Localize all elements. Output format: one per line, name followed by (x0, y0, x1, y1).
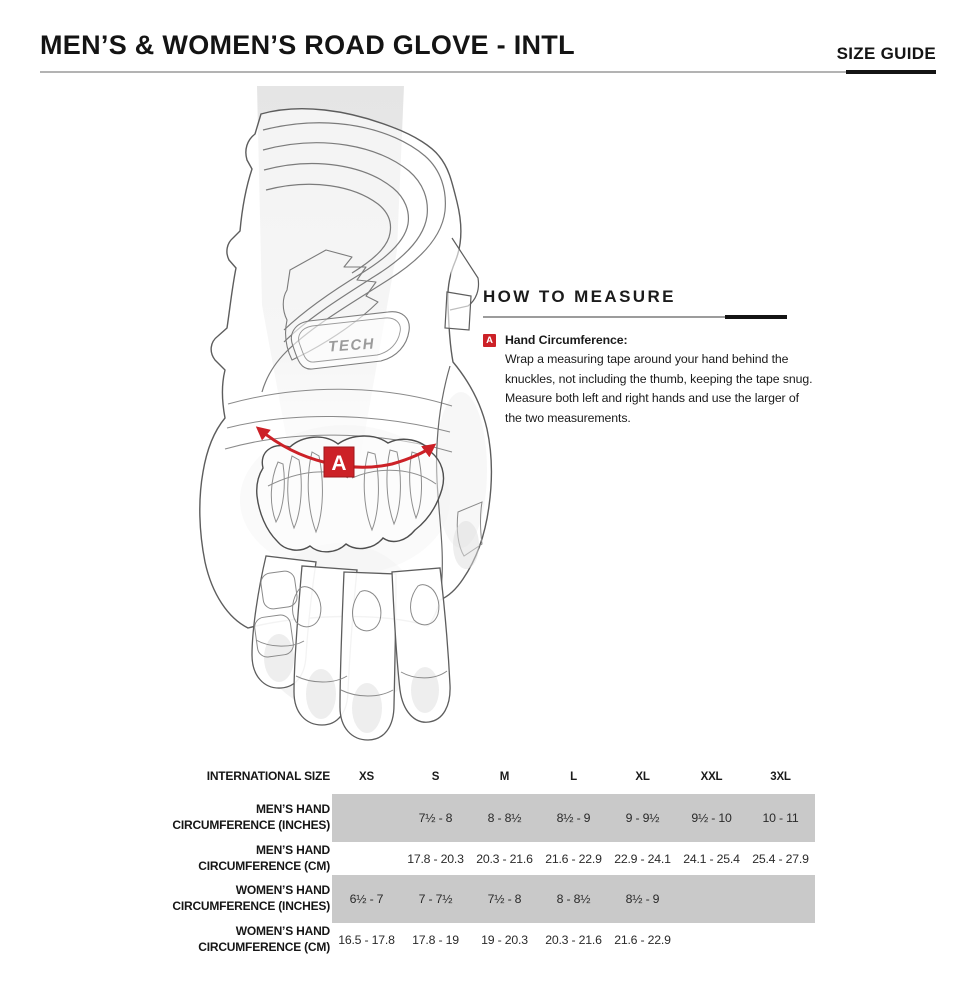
measure-marker-a-label: A (331, 452, 347, 475)
size-table-header-label: INTERNATIONAL SIZE (206, 769, 330, 784)
column-header-3xl: 3XL (770, 771, 791, 783)
column-header-xxl: XXL (700, 771, 723, 783)
cell: 16.5 - 17.8 (338, 932, 395, 947)
glove-illustration (140, 82, 520, 754)
table-row-womens-inches (153, 875, 815, 923)
size-table-header-columns (332, 760, 815, 794)
header-divider (40, 71, 936, 73)
column-header-xl: XL (635, 771, 650, 783)
how-to-measure-section (483, 287, 813, 429)
marker-a-badge: A (483, 334, 496, 347)
size-table (153, 760, 815, 956)
column-header-s: S (431, 771, 440, 783)
cell: 8 - 8½ (487, 811, 522, 825)
cell: 20.3 - 21.6 (545, 932, 602, 947)
measure-text (505, 333, 815, 429)
how-to-measure-heading: HOW TO MEASURE (483, 287, 676, 306)
tech-patch-label: TECH (327, 335, 376, 356)
row-label: WOMEN’S HAND CIRCUMFERENCE (INCHES) (172, 883, 330, 913)
how-to-measure-divider-accent (725, 315, 787, 319)
cell: 9 - 9½ (625, 811, 660, 825)
cell: 21.6 - 22.9 (545, 851, 602, 866)
cell: 8½ - 9 (625, 892, 660, 906)
cell: 7 - 7½ (418, 892, 453, 906)
measure-item-hand-circumference (483, 333, 813, 429)
glove-illustration-svg (140, 82, 520, 754)
cell: 19 - 20.3 (481, 932, 528, 947)
cell: 10 - 11 (762, 811, 799, 825)
cell: 9½ - 10 (691, 811, 732, 825)
cell: 8 - 8½ (556, 892, 591, 906)
cell: 7½ - 8 (487, 892, 522, 906)
size-table-header-row (153, 760, 815, 794)
row-label: MEN’S HAND CIRCUMFERENCE (INCHES) (172, 802, 330, 832)
header-divider-accent (846, 70, 936, 74)
column-header-xs: XS (359, 771, 374, 783)
measure-item-body: Wrap a measuring tape around your hand behind the knuckles, not including the thumb, keeping the tape snug. Measure both left and right hands and use the larger of the two measurements. (505, 352, 813, 426)
glove-outline (200, 109, 492, 628)
column-header-m: M (499, 771, 510, 783)
size-guide-label: SIZE GUIDE (836, 44, 936, 63)
cell: 20.3 - 21.6 (476, 851, 533, 866)
row-label: MEN’S HAND CIRCUMFERENCE (CM) (198, 842, 330, 873)
cell: 21.6 - 22.9 (614, 932, 671, 947)
cell: 17.8 - 20.3 (407, 851, 464, 866)
page-title: MEN’S & WOMEN’S ROAD GLOVE - INTL (40, 30, 575, 60)
cell: 24.1 - 25.4 (683, 851, 740, 866)
table-row-mens-cm (153, 842, 815, 875)
measure-item-title: Hand Circumference: (505, 333, 628, 347)
table-row-womens-cm (153, 923, 815, 956)
column-header-l: L (570, 771, 577, 783)
table-row-mens-inches (153, 794, 815, 842)
how-to-measure-divider (483, 316, 787, 318)
row-label: WOMEN’S HAND CIRCUMFERENCE (CM) (198, 923, 330, 954)
cell: 17.8 - 19 (412, 932, 459, 947)
cell: 8½ - 9 (556, 811, 591, 825)
cell: 7½ - 8 (418, 811, 453, 825)
cell: 25.4 - 27.9 (752, 851, 809, 866)
measure-marker-a (324, 447, 354, 477)
cell: 22.9 - 24.1 (614, 851, 671, 866)
cell: 6½ - 7 (349, 892, 384, 906)
